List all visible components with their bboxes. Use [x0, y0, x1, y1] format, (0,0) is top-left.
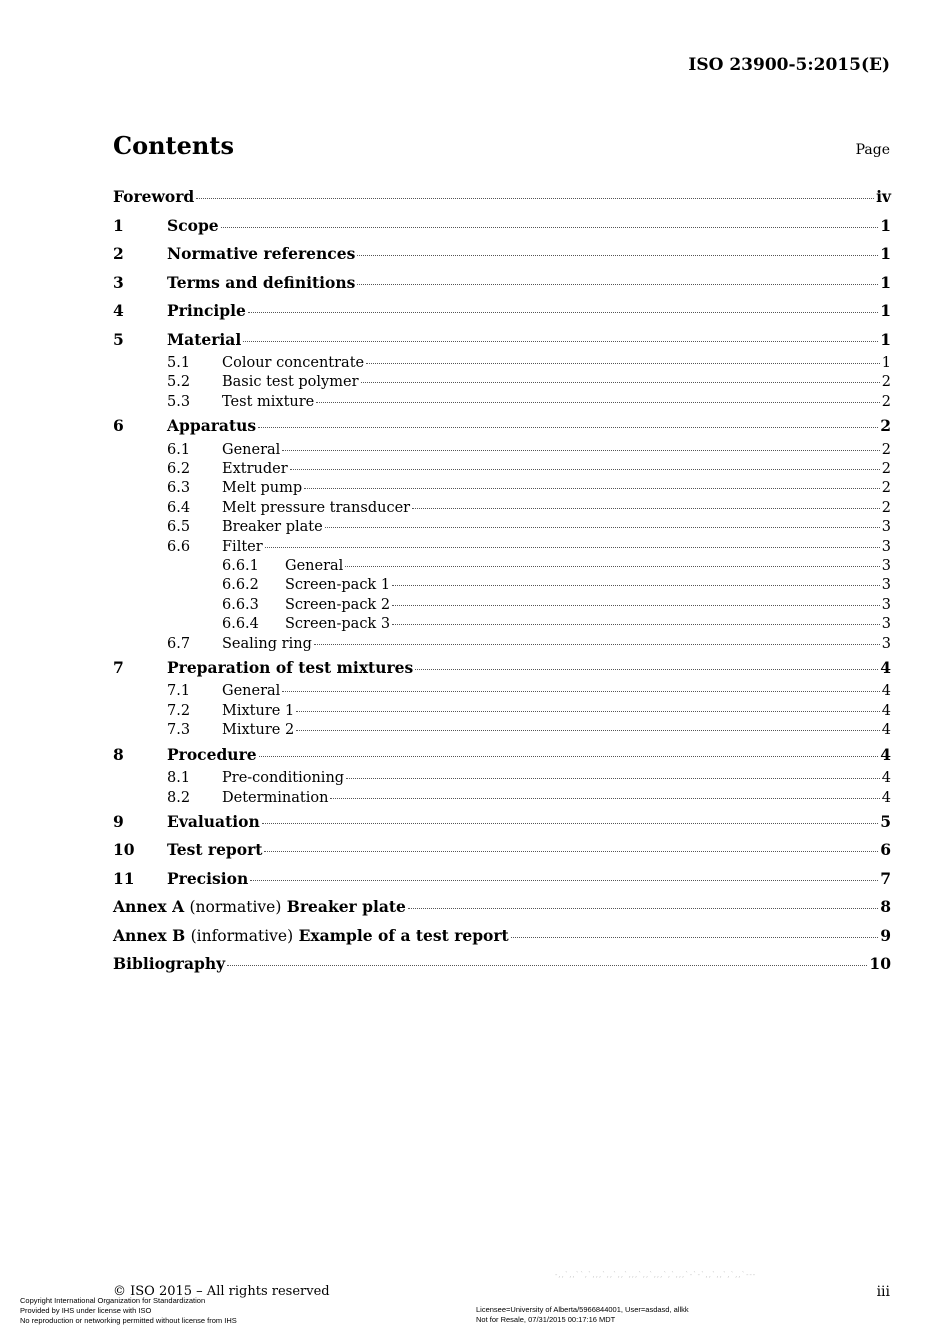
- toc-entry[interactable]: [113, 441, 891, 460]
- toc-entry[interactable]: [113, 789, 891, 808]
- toc-entry-title-text: Mixture 1: [222, 702, 295, 719]
- toc-entry-title: [222, 538, 263, 557]
- toc-entry[interactable]: [113, 836, 891, 865]
- toc-entry-title-text: Scope: [167, 215, 219, 235]
- toc-entry-title: [167, 654, 413, 683]
- toc-entry-title: [222, 518, 323, 537]
- toc-entry-title-text: Extruder: [222, 461, 288, 478]
- toc-entry-title-text: Annex B: [113, 925, 186, 945]
- toc-entry-page: 4: [880, 744, 891, 764]
- toc-entry-title-text: Procedure: [167, 744, 257, 764]
- toc-entry-number: 3: [113, 272, 124, 292]
- toc-entry-number: 6.3: [167, 480, 191, 497]
- toc-entry[interactable]: [113, 576, 891, 595]
- contents-heading: Contents: [113, 131, 234, 160]
- toc-entry-page: 1: [880, 301, 891, 320]
- toc-entry-title-text: General: [285, 558, 344, 575]
- toc-entry-title-text: Determination: [222, 789, 329, 806]
- toc-entry-number: 1: [113, 215, 124, 235]
- license-left-line: No reproduction or networking permitted without license from IHS: [20, 1316, 237, 1325]
- toc-dot-leader: [415, 668, 878, 670]
- toc-entry-title-text: Filter: [222, 538, 263, 555]
- toc-entry-title: [167, 297, 246, 326]
- toc-dot-leader: [357, 283, 878, 285]
- toc-entry-page: 2: [881, 499, 891, 516]
- toc-entry-number: 11: [113, 868, 135, 888]
- toc-entry-page: 2: [880, 416, 891, 436]
- toc-entry-title-text: Annex A: [113, 897, 185, 917]
- document-id: ISO 23900-5:2015(E): [688, 55, 890, 75]
- toc-entry-page: 4: [881, 789, 891, 806]
- toc-entry-number: 7.2: [167, 702, 191, 719]
- toc-entry-page: 4: [881, 702, 891, 719]
- toc-entry-title: [167, 240, 355, 269]
- toc-entry-page: 1: [880, 244, 891, 263]
- toc-dot-leader: [357, 254, 878, 256]
- toc-entry-title-text: Mixture 2: [222, 722, 295, 739]
- toc-dot-leader: [408, 907, 878, 909]
- toc-entry[interactable]: [113, 479, 891, 498]
- toc-entry-number: 7: [113, 657, 124, 677]
- toc-entry-number: 5.2: [167, 374, 191, 391]
- toc-dot-leader: [366, 362, 880, 364]
- footer-copyright: © ISO 2015 – All rights reserved: [113, 1284, 330, 1299]
- toc-entry-number: 5: [113, 329, 124, 349]
- toc-entry-number: 10: [113, 840, 135, 860]
- toc-entry[interactable]: [113, 702, 891, 721]
- toc-entry[interactable]: [113, 212, 891, 241]
- toc-dot-leader: [412, 507, 880, 509]
- toc-dot-leader: [265, 546, 880, 548]
- toc-entry[interactable]: [113, 538, 891, 557]
- toc-entry-title: [222, 789, 328, 808]
- toc-entry-title-text: Basic test polymer: [222, 374, 359, 391]
- toc-entry-title-text: Preparation of test mixtures: [167, 657, 414, 677]
- toc-dot-leader: [243, 340, 878, 342]
- toc-entry-title-text: Screen-pack 3: [285, 616, 391, 633]
- toc-entry-title-text: Apparatus: [167, 416, 257, 436]
- toc-entry[interactable]: [113, 460, 891, 479]
- toc-entry[interactable]: [113, 412, 891, 441]
- toc-entry[interactable]: [113, 518, 891, 537]
- toc-entry-title: [222, 479, 302, 498]
- toc-entry-title: [167, 865, 248, 894]
- toc-entry-page: 3: [881, 519, 891, 536]
- toc-entry-number: 5.3: [167, 393, 191, 410]
- footer-faint-text: -,,`,,``,`,,,`,,`,,`,,,`,,`,,,`,`,,,`-`-`,,`,,`,`,,`---: [555, 1271, 757, 1279]
- toc-entry-title: [222, 354, 364, 373]
- toc-entry[interactable]: [113, 865, 891, 894]
- toc-entry-subtitle: Example of a test report: [298, 925, 509, 945]
- toc-entry-title: [285, 557, 343, 576]
- license-left: [20, 1296, 237, 1326]
- toc-entry-title-text: General: [222, 683, 281, 700]
- toc-entry-number: 4: [113, 301, 124, 320]
- toc-dot-leader: [282, 449, 879, 451]
- toc-entry[interactable]: [113, 654, 891, 683]
- toc-entry-title: [285, 615, 390, 634]
- toc-entry-title-text: Pre-conditioning: [222, 770, 345, 787]
- toc-entry[interactable]: [113, 297, 891, 326]
- toc-entry-page: 1: [880, 329, 891, 349]
- toc-entry-page: 3: [881, 616, 891, 633]
- toc-entry-number: 6.6.2: [222, 577, 259, 594]
- toc-dot-leader: [346, 777, 880, 779]
- toc-entry-page: 1: [881, 355, 891, 371]
- toc-entry-title-text: Normative references: [167, 244, 356, 263]
- toc-entry[interactable]: [113, 326, 891, 355]
- toc-entry-title-text: Material: [167, 329, 242, 349]
- toc-entry-title: [113, 922, 509, 951]
- toc-entry-title-text: Breaker plate: [222, 519, 323, 536]
- toc-dot-leader: [250, 879, 878, 881]
- toc-entry[interactable]: [113, 893, 891, 922]
- toc-entry-number: 6.2: [167, 461, 191, 478]
- toc-entry-page: 10: [869, 954, 891, 974]
- toc-entry-page: 1: [880, 215, 891, 235]
- toc-dot-leader: [296, 710, 880, 712]
- toc-entry-page: 4: [881, 770, 891, 787]
- toc-entry-title-text: Sealing ring: [222, 635, 312, 652]
- toc-entry[interactable]: [113, 635, 891, 654]
- toc-entry-title: [222, 702, 294, 721]
- toc-entry-page: 3: [881, 558, 891, 575]
- toc-dot-leader: [259, 755, 879, 757]
- toc-dot-leader: [316, 401, 880, 403]
- toc-entry-title: [113, 893, 406, 922]
- toc-entry-title-text: Colour concentrate: [222, 355, 365, 371]
- toc-entry-title-text: Bibliography: [113, 954, 226, 974]
- toc-entry-page: 5: [880, 811, 891, 831]
- toc-entry[interactable]: [113, 769, 891, 788]
- toc-entry-number: 6.6.3: [222, 596, 259, 613]
- toc-entry-title: [113, 950, 225, 979]
- license-left-line: Provided by IHS under license with ISO: [20, 1306, 152, 1315]
- toc-entry-title: [222, 721, 294, 740]
- toc-entry-number: 8.1: [167, 770, 191, 787]
- license-left-line: Copyright International Organization for Standardization: [20, 1296, 206, 1305]
- toc-entry-number: 6.1: [167, 441, 191, 458]
- toc-entry-title: [285, 596, 390, 615]
- toc-entry-title-text: Melt pressure transducer: [222, 499, 411, 516]
- toc-entry-page: 2: [881, 480, 891, 497]
- table-of-contents: [113, 183, 891, 979]
- toc-entry-title: [167, 212, 219, 241]
- toc-entry-title-text: Terms and definitions: [167, 272, 356, 292]
- footer-page-number: iii: [876, 1284, 890, 1300]
- toc-entry[interactable]: [113, 269, 891, 298]
- toc-entry[interactable]: [113, 950, 891, 979]
- toc-entry-qualifier: (informative): [190, 926, 294, 945]
- toc-entry-number: 6.7: [167, 635, 191, 652]
- toc-entry[interactable]: [113, 354, 891, 373]
- toc-entry-title: [222, 635, 312, 654]
- toc-entry-number: 6.6.1: [222, 558, 259, 575]
- toc-entry-page: 3: [881, 596, 891, 613]
- toc-dot-leader: [511, 936, 878, 938]
- toc-entry-title-text: Screen-pack 2: [285, 596, 391, 613]
- toc-entry-page: 4: [881, 722, 891, 739]
- toc-entry-title: [167, 269, 355, 298]
- toc-dot-leader: [325, 526, 880, 528]
- toc-entry-number: 7.1: [167, 683, 191, 700]
- toc-entry-page: 9: [880, 925, 891, 945]
- toc-entry-page: 3: [881, 538, 891, 555]
- toc-entry-title: [167, 412, 256, 441]
- toc-dot-leader: [262, 822, 878, 824]
- toc-dot-leader: [264, 850, 878, 852]
- toc-entry-title-text: Test mixture: [222, 393, 315, 410]
- toc-entry-title: [167, 808, 260, 837]
- toc-entry-page: 2: [881, 441, 891, 458]
- toc-entry-title-text: Melt pump: [222, 480, 303, 497]
- toc-entry-title: [222, 682, 280, 701]
- toc-dot-leader: [361, 381, 880, 383]
- toc-entry-title-text: Precision: [167, 868, 249, 888]
- toc-entry-page: 4: [880, 657, 891, 677]
- toc-entry[interactable]: [113, 741, 891, 770]
- toc-entry-title-text: Test report: [167, 840, 263, 860]
- toc-dot-leader: [227, 964, 867, 966]
- toc-entry-title: [222, 441, 280, 460]
- toc-entry-page: 7: [880, 868, 891, 888]
- toc-dot-leader: [392, 604, 880, 606]
- toc-entry[interactable]: [113, 615, 891, 634]
- toc-entry-number: 6.5: [167, 519, 191, 536]
- toc-entry-number: 6.4: [167, 499, 191, 516]
- toc-dot-leader: [304, 487, 880, 489]
- toc-entry[interactable]: [113, 183, 891, 212]
- toc-entry-number: 6.6.4: [222, 616, 259, 633]
- toc-entry[interactable]: [113, 499, 891, 518]
- toc-dot-leader: [221, 226, 879, 228]
- toc-entry[interactable]: [113, 393, 891, 412]
- toc-entry-title: [113, 183, 194, 212]
- toc-entry[interactable]: [113, 922, 891, 951]
- toc-entry[interactable]: [113, 373, 891, 392]
- toc-dot-leader: [330, 797, 879, 799]
- toc-entry-page: 8: [880, 897, 891, 917]
- toc-dot-leader: [248, 311, 878, 313]
- toc-entry[interactable]: [113, 721, 891, 740]
- toc-entry-page: iv: [876, 187, 891, 206]
- toc-entry-number: 8.2: [167, 789, 191, 806]
- toc-entry-title: [222, 373, 359, 392]
- toc-dot-leader: [345, 565, 879, 567]
- toc-dot-leader: [296, 729, 880, 731]
- toc-entry-number: 6.6: [167, 538, 191, 555]
- toc-dot-leader: [282, 690, 879, 692]
- toc-entry[interactable]: [113, 682, 891, 701]
- toc-entry-title: [167, 741, 257, 770]
- toc-entry-title: [222, 460, 288, 479]
- toc-entry-title: [222, 499, 410, 518]
- toc-entry-number: 2: [113, 244, 124, 263]
- toc-entry-page: 2: [881, 374, 891, 391]
- toc-entry-number: 6: [113, 416, 124, 436]
- toc-entry-page: 1: [880, 272, 891, 292]
- toc-entry-title-text: Evaluation: [167, 811, 260, 831]
- toc-entry[interactable]: [113, 557, 891, 576]
- toc-entry-title-text: Screen-pack 1: [285, 577, 391, 594]
- toc-entry-subtitle: Breaker plate: [286, 897, 406, 917]
- toc-dot-leader: [290, 468, 880, 470]
- toc-entry-page: 2: [881, 393, 891, 410]
- toc-entry-page: 3: [881, 577, 891, 594]
- toc-dot-leader: [392, 623, 880, 625]
- toc-entry-title: [222, 393, 314, 412]
- toc-entry-title-text: Foreword: [113, 187, 195, 206]
- toc-entry-page: 3: [881, 635, 891, 652]
- toc-dot-leader: [258, 426, 878, 428]
- toc-entry[interactable]: [113, 808, 891, 837]
- toc-entry-page: 6: [880, 840, 891, 860]
- toc-dot-leader: [392, 584, 880, 586]
- toc-entry-title: [285, 576, 390, 595]
- toc-entry-title: [167, 836, 262, 865]
- toc-entry[interactable]: [113, 240, 891, 269]
- toc-entry-title: [222, 769, 344, 788]
- toc-entry-number: 5.1: [167, 355, 191, 371]
- toc-entry-page: 4: [881, 683, 891, 700]
- toc-entry-title: [167, 326, 241, 355]
- license-right: [476, 1305, 689, 1325]
- toc-dot-leader: [196, 197, 874, 199]
- license-right-line: Licensee=University of Alberta/5966844001, User=asdasd, allkk: [476, 1305, 689, 1314]
- toc-entry-qualifier: (normative): [189, 898, 282, 917]
- toc-entry-title-text: Principle: [167, 301, 246, 320]
- license-right-line: Not for Resale, 07/31/2015 00:17:16 MDT: [476, 1315, 616, 1324]
- toc-entry-page: 2: [881, 461, 891, 478]
- toc-entry-title-text: General: [222, 441, 281, 458]
- toc-entry-number: 7.3: [167, 722, 191, 739]
- toc-entry-number: 9: [113, 811, 124, 831]
- toc-dot-leader: [314, 643, 880, 645]
- toc-entry-number: 8: [113, 744, 124, 764]
- page-column-label: Page: [855, 142, 890, 158]
- toc-entry[interactable]: [113, 596, 891, 615]
